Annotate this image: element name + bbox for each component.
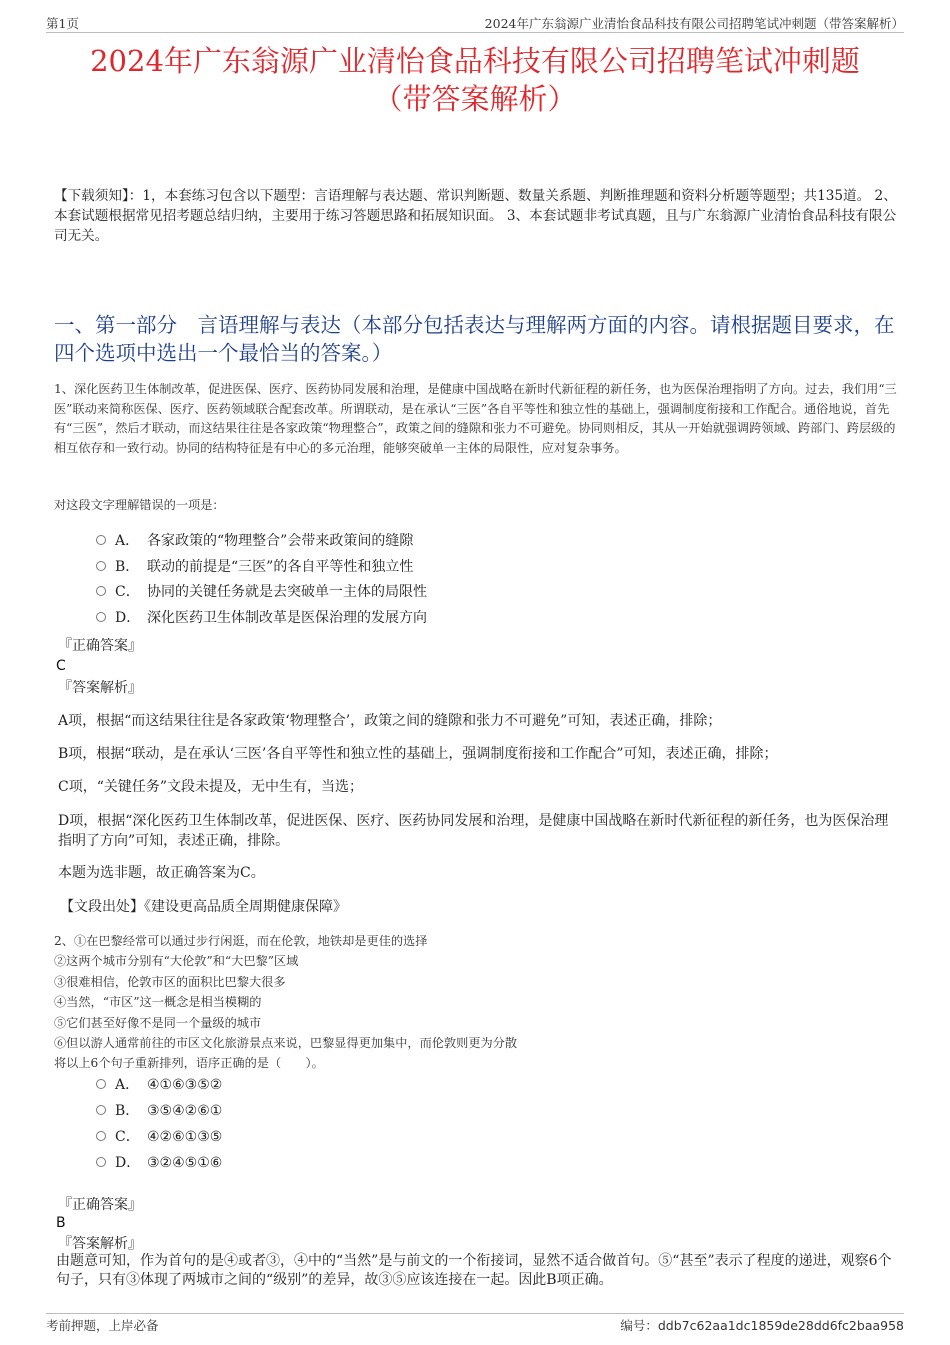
document-title bbox=[0, 42, 950, 118]
q2-option-d[interactable] bbox=[96, 1152, 222, 1174]
radio-icon[interactable] bbox=[96, 1105, 106, 1115]
q2-line: ③很难相信，伦敦市区的面积比巴黎大很多 bbox=[54, 974, 286, 989]
q2-answer-label: 『正确答案』 bbox=[58, 1197, 142, 1213]
q1-option-a[interactable] bbox=[96, 530, 413, 552]
q2-answer: B bbox=[56, 1215, 66, 1231]
q1-source: 【文段出处】《建设更高品质全周期健康保障》 bbox=[60, 899, 347, 915]
option-letter: B． bbox=[115, 559, 140, 575]
option-letter: A． bbox=[115, 1077, 140, 1093]
q2-line: ⑥但以游人通常前往的市区文化旅游景点来说，巴黎显得更加集中，而伦敦则更为分散 bbox=[54, 1036, 518, 1051]
footer-code bbox=[620, 1316, 904, 1334]
option-text: ③⑤④②⑥① bbox=[147, 1103, 223, 1119]
q1-conclusion: 本题为选非题，故正确答案为C。 bbox=[58, 865, 265, 881]
q2-line: ②这两个城市分别有“大伦敦”和“大巴黎”区域 bbox=[54, 954, 299, 969]
title-line-1: 2024年广东翁源广业清怡食品科技有限公司招聘笔试冲刺题 bbox=[90, 44, 860, 78]
option-letter: C． bbox=[115, 584, 140, 600]
option-letter: D． bbox=[115, 1155, 141, 1171]
q1-answer: C bbox=[56, 658, 66, 674]
option-text: ④①⑥③⑤② bbox=[147, 1077, 223, 1093]
q1-answer-label: 『正确答案』 bbox=[58, 638, 142, 654]
radio-icon[interactable] bbox=[96, 586, 106, 596]
option-text: ④②⑥①③⑤ bbox=[147, 1129, 223, 1145]
option-text: 协同的关键任务就是去突破单一主体的局限性 bbox=[147, 584, 427, 600]
option-text: 各家政策的“物理整合”会带来政策间的缝隙 bbox=[147, 533, 414, 549]
q2-analysis: 由题意可知，作为首句的是④或者③，④中的“当然”是与前文的一个衔接词，显然不适合做首句。⑤“甚至”表示了程度的递进，观察6个句子，只有③体现了两城市之间的“级别”的差异，故③⑤应该连接在一起。因此B项正确。 bbox=[56, 1253, 892, 1288]
page-number: 第1页 bbox=[46, 16, 79, 31]
download-notice: 【下载须知】：1，本套练习包含以下题型：言语理解与表达题、常识判断题、数量关系题、判断推理题和资料分析题等题型；共135道。 2、本套试题根据常见招考题总结归纳，主要用于练习答题思路和拓展知识面。 3、本套试题非考试真题，且与广东翁源广业清怡食品科技有限公司无关。 bbox=[54, 188, 897, 244]
section-heading: 一、第一部分 言语理解与表达（本部分包括表达与理解两方面的内容。请根据题目要求，在四个选项中选出一个最恰当的答案。） bbox=[54, 313, 895, 365]
radio-icon[interactable] bbox=[96, 561, 106, 571]
q2-stem bbox=[54, 931, 900, 1074]
option-text: 联动的前提是“三医”的各自平等性和独立性 bbox=[147, 559, 414, 575]
radio-icon[interactable] bbox=[96, 612, 106, 622]
code-value: ddb7c62aa1dc1859de28dd6fc2baa958 bbox=[657, 1318, 904, 1333]
q1-analysis-b: B项，根据“联动，是在承认‘三医’各自平等性和独立性的基础上，强调制度衔接和工作配合”可知，表述正确，排除； bbox=[58, 746, 778, 762]
q1-option-c[interactable] bbox=[96, 581, 427, 603]
q1-option-d[interactable] bbox=[96, 607, 427, 629]
radio-icon[interactable] bbox=[96, 1131, 106, 1141]
q1-analysis-d: D项，根据“深化医药卫生体制改革，促进医保、医疗、医药协同发展和治理，是健康中国战略在新时代新征程的新任务，也为医保治理指明了方向”可知，表述正确，排除。 bbox=[58, 813, 889, 849]
q1-analysis-c: C项，“关键任务”文段未提及，无中生有，当选； bbox=[58, 779, 364, 795]
option-letter: B． bbox=[115, 1103, 140, 1119]
page-header bbox=[46, 14, 904, 33]
q1-analysis-label: 『答案解析』 bbox=[58, 680, 142, 696]
q1-analysis-a: A项，根据“而这结果往往是各家政策‘物理整合’，政策之间的缝隙和张力不可避免”可知，表述正确，排除； bbox=[58, 713, 722, 729]
option-text: 深化医药卫生体制改革是医保治理的发展方向 bbox=[147, 610, 427, 626]
option-letter: D． bbox=[115, 610, 141, 626]
option-letter: A． bbox=[115, 533, 140, 549]
q2-line: ⑤它们甚至好像不是同一个量级的城市 bbox=[54, 1015, 262, 1030]
q2-option-a[interactable] bbox=[96, 1074, 222, 1096]
radio-icon[interactable] bbox=[96, 1157, 106, 1167]
footer-slogan: 考前押题，上岸必备 bbox=[46, 1318, 159, 1333]
option-text: ③②④⑤①⑥ bbox=[147, 1155, 223, 1171]
code-label: 编号： bbox=[620, 1318, 658, 1333]
q2-line: 2、①在巴黎经常可以通过步行闲逛，而在伦敦，地铁却是更佳的选择 bbox=[54, 934, 428, 948]
q2-analysis-label: 『答案解析』 bbox=[58, 1236, 142, 1252]
q1-question: 对这段文字理解错误的一项是： bbox=[54, 498, 225, 512]
option-letter: C． bbox=[115, 1129, 140, 1145]
q2-question: 将以上6个句子重新排列，语序正确的是（ ）。 bbox=[54, 1056, 324, 1071]
q1-stem: 1、深化医药卫生体制改革，促进医保、医疗、医药协同发展和治理，是健康中国战略在新时代新征程的新任务，也为医保治理指明了方向。过去，我们用“三医”联动来简称医保、医疗、医药领域联合配套改革。所谓联动，是在承认“三医”各自平等性和独立性的基础上，强调制度衔接和工作配合。通俗地说，首先有“三医”，然后才联动，而这结果往往是各家政策“物理整合”，政策之间的缝隙和张力不可避免。协同则相反，其从一开始就强调跨领域、跨部门、跨层级的相互依存和一致行动。协同的结构特征是有中心的多元治理，能够突破单一主体的局限性，应对复杂事务。 bbox=[54, 382, 897, 455]
page-footer bbox=[46, 1313, 904, 1334]
q1-option-b[interactable] bbox=[96, 556, 413, 578]
radio-icon[interactable] bbox=[96, 1079, 106, 1089]
q2-option-c[interactable] bbox=[96, 1126, 222, 1148]
header-doc-title: 2024年广东翁源广业清怡食品科技有限公司招聘笔试冲刺题（带答案解析） bbox=[484, 16, 904, 31]
title-line-2: （带答案解析） bbox=[373, 82, 577, 116]
radio-icon[interactable] bbox=[96, 535, 106, 545]
q2-option-b[interactable] bbox=[96, 1100, 222, 1122]
q2-line: ④当然，“市区”这一概念是相当模糊的 bbox=[54, 995, 262, 1010]
